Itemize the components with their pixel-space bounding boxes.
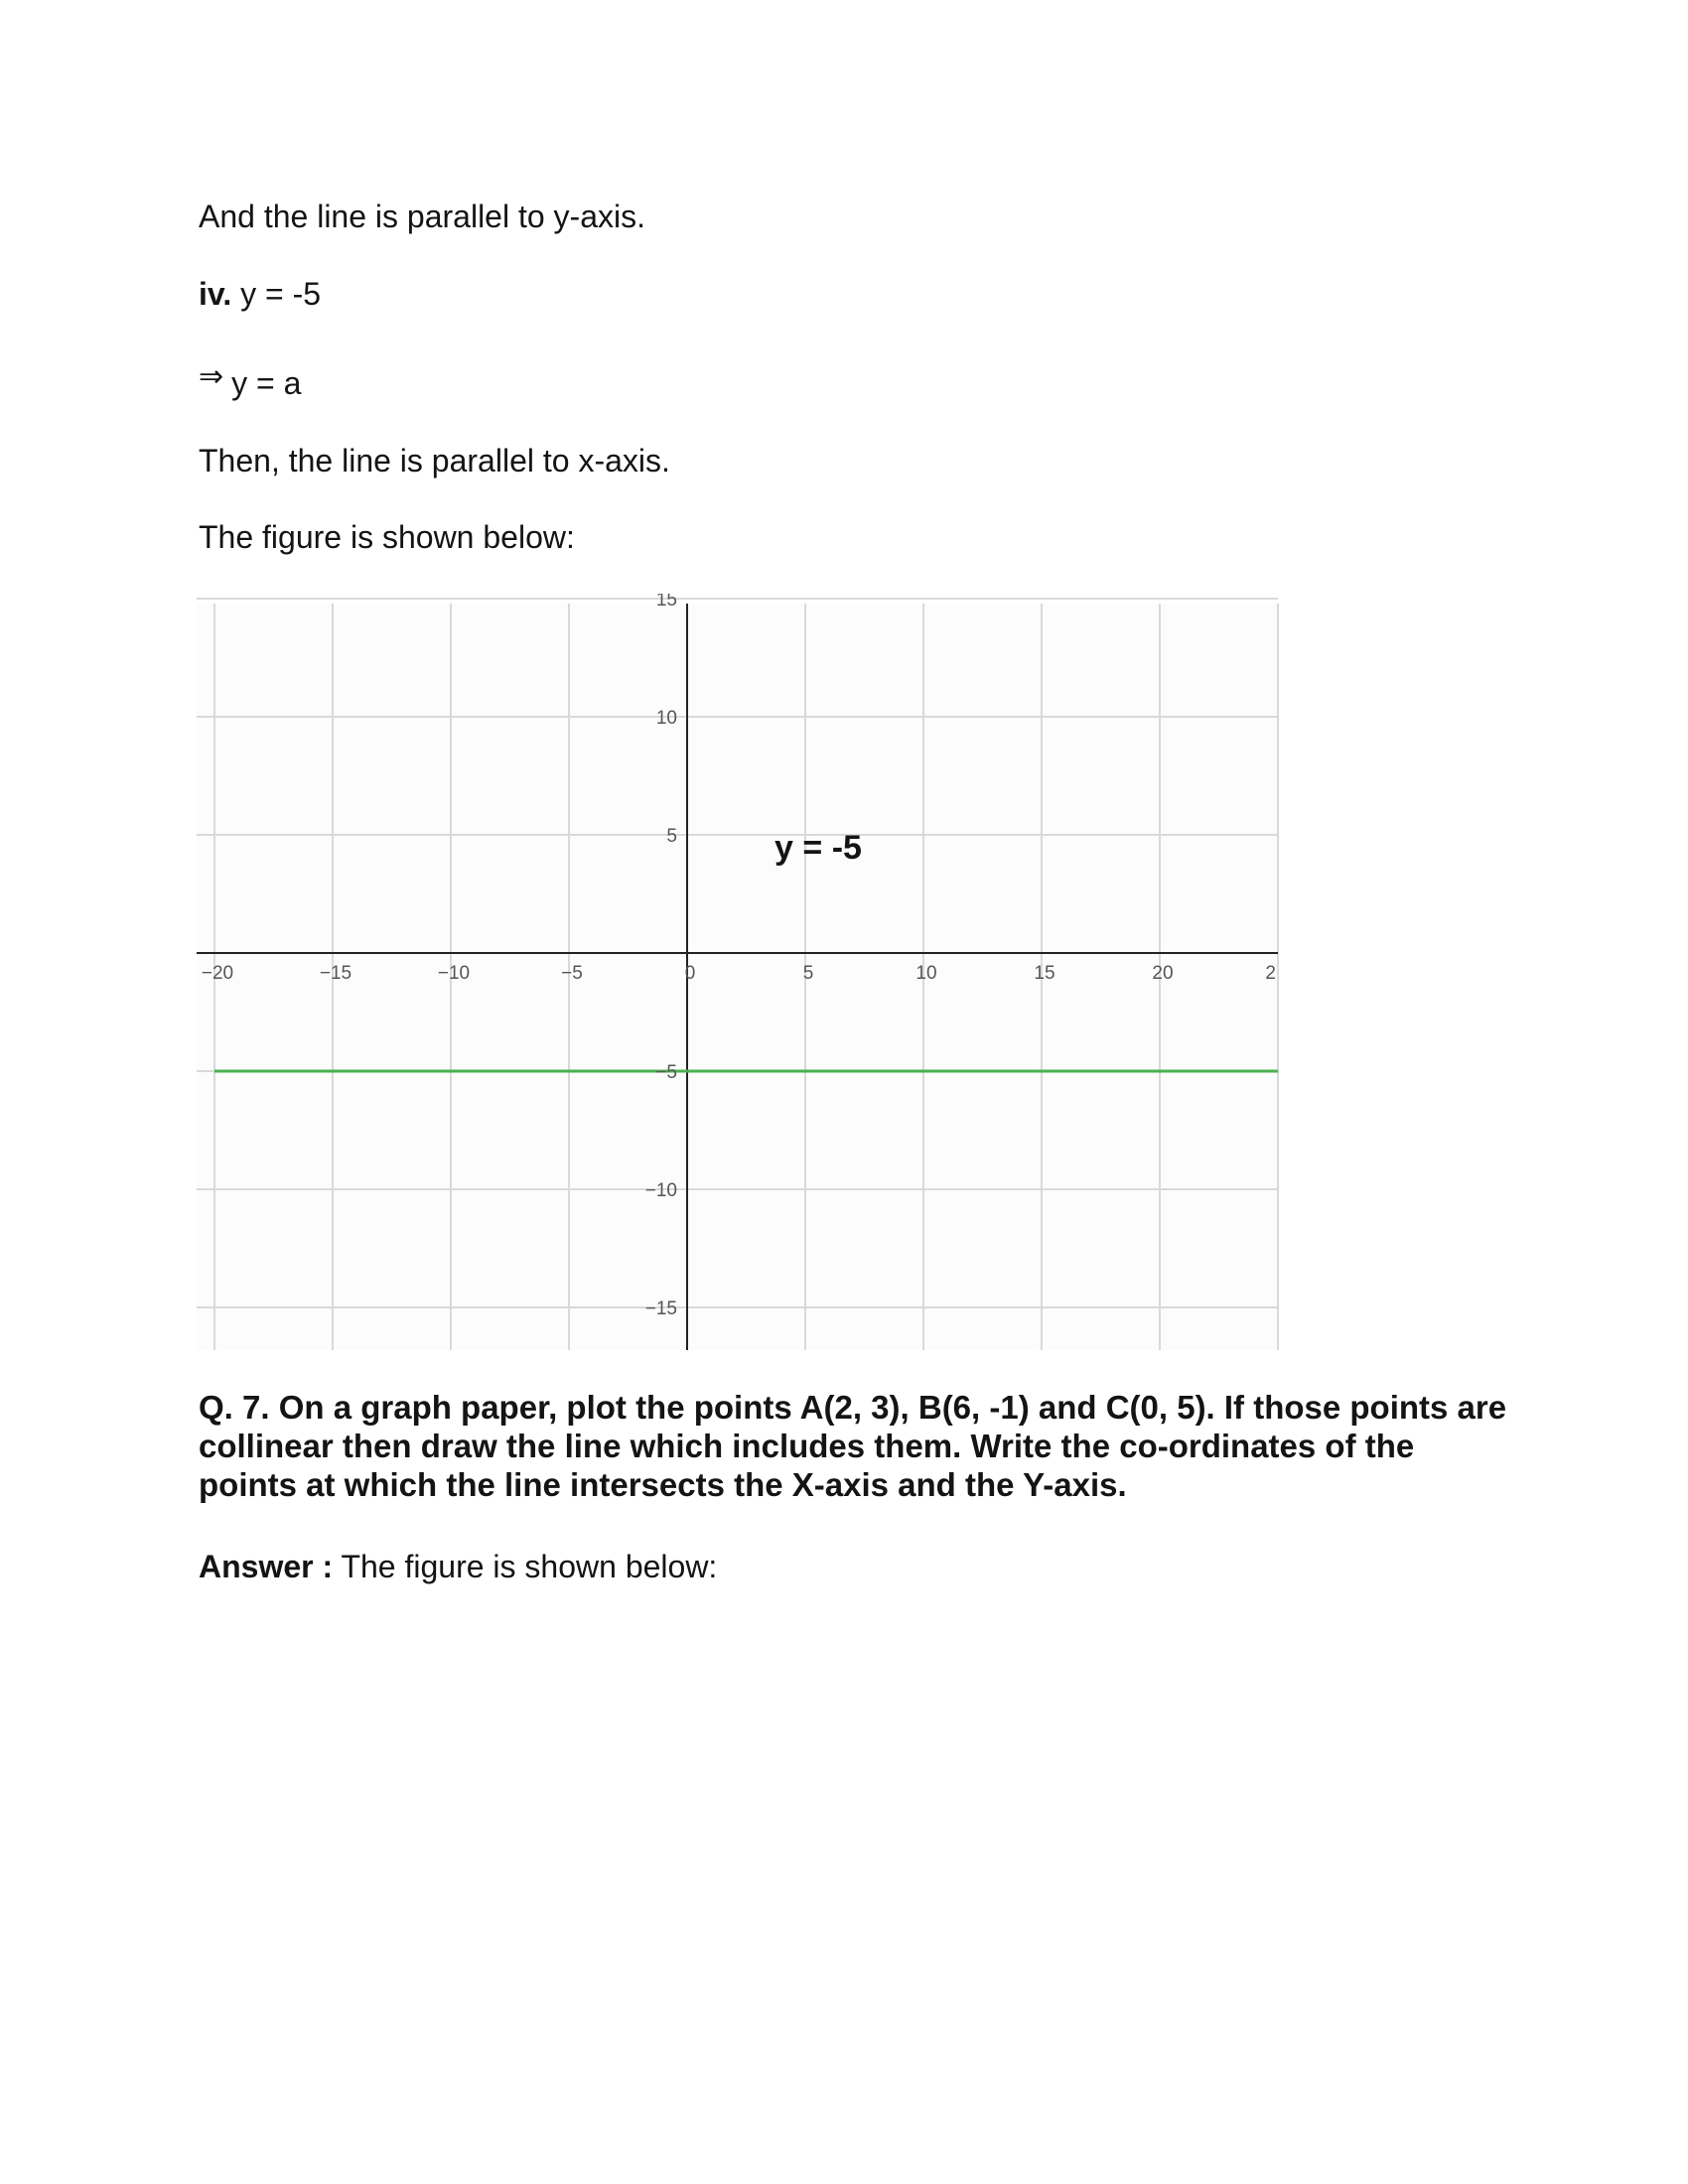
- text-line-parallel-x-axis: Then, the line is parallel to x-axis.: [199, 443, 670, 478]
- implies-arrow-icon: ⇒: [199, 360, 224, 393]
- item-equation: y = -5: [240, 276, 322, 312]
- x-tick-label: 0: [684, 963, 696, 984]
- x-tick-label: 15: [1034, 963, 1055, 984]
- answer-line: [199, 1547, 717, 1586]
- item-label: iv.: [199, 276, 232, 312]
- item-iv: [199, 274, 321, 314]
- grid-lines: [197, 599, 1278, 1350]
- text-line-parallel-y-axis: And the line is parallel to y-axis.: [199, 199, 645, 234]
- y-tick-label: 15: [655, 594, 677, 611]
- x-tick-label: −5: [561, 963, 583, 984]
- y-tick-label: −15: [644, 1298, 677, 1319]
- graph-y-equals-minus-5: [197, 594, 1289, 1360]
- x-tick-label: −15: [319, 963, 352, 984]
- y-tick-label: 5: [666, 826, 677, 847]
- x-tick-label: 2: [1265, 963, 1276, 984]
- x-tick-label: 5: [802, 963, 814, 984]
- text-figure-shown: The figure is shown below:: [199, 519, 575, 555]
- line-annotation: y = -5: [774, 828, 862, 867]
- answer-label: Answer :: [199, 1549, 334, 1584]
- implies-equation: y = a: [231, 365, 302, 401]
- x-tick-label: −20: [201, 963, 234, 984]
- x-tick-label: −10: [437, 963, 471, 984]
- answer-text: The figure is shown below:: [333, 1549, 718, 1584]
- implies-line: [199, 360, 302, 405]
- question-7: Q. 7. On a graph paper, plot the points A(2, 3), B(6, -1) and C(0, 5). If those points are collinear then draw the line which includes them. Write the co-ordinates of the points at which the line intersects the X-axis and the Y-axis.: [199, 1389, 1507, 1503]
- x-tick-label: 20: [1152, 963, 1174, 984]
- y-tick-label: −5: [655, 1062, 677, 1083]
- y-tick-label: −10: [644, 1180, 677, 1201]
- plot-background: [197, 604, 1278, 1350]
- y-tick-label: 10: [655, 708, 677, 729]
- x-tick-label: 10: [915, 963, 937, 984]
